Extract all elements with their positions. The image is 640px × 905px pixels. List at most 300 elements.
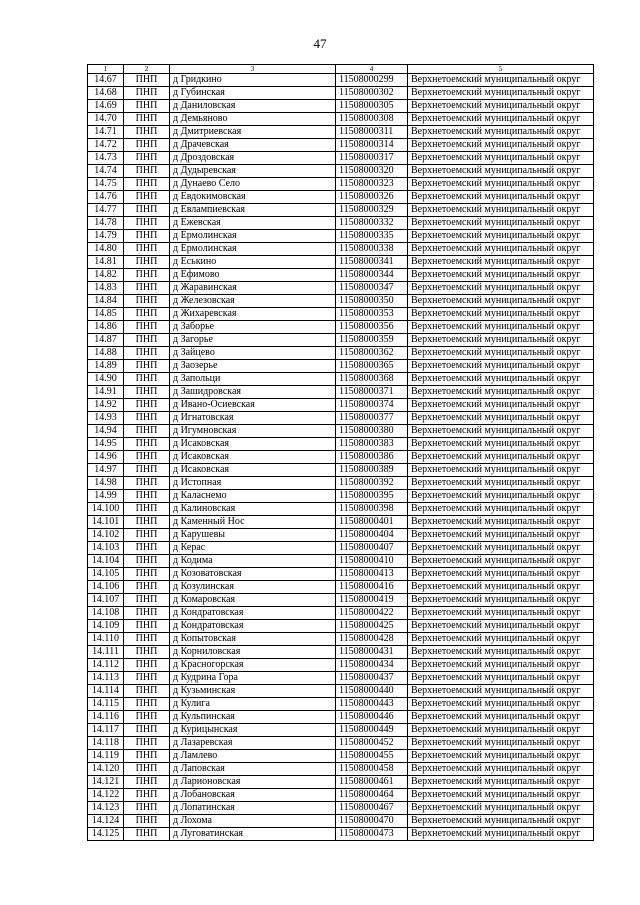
settlement-name-cell: д Кулига (170, 698, 336, 711)
settlement-type-cell: ПНП (124, 516, 170, 529)
oktmo-code-cell: 11508000368 (336, 373, 408, 386)
row-number-cell: 14.100 (88, 503, 124, 516)
row-number-cell: 14.95 (88, 438, 124, 451)
settlement-name-cell: д Ламлево (170, 750, 336, 763)
oktmo-code-cell: 11508000386 (336, 451, 408, 464)
oktmo-code-cell: 11508000455 (336, 750, 408, 763)
district-cell: Верхнетоемский муниципальный округ (408, 815, 594, 828)
oktmo-code-cell: 11508000473 (336, 828, 408, 841)
settlement-name-cell: д Исаковская (170, 438, 336, 451)
table-row (88, 347, 594, 360)
settlement-type-cell: ПНП (124, 581, 170, 594)
oktmo-code-cell: 11508000452 (336, 737, 408, 750)
district-cell: Верхнетоемский муниципальный округ (408, 620, 594, 633)
row-number-cell: 14.103 (88, 542, 124, 555)
table-row (88, 555, 594, 568)
settlement-name-cell: д Зашидровская (170, 386, 336, 399)
table-row (88, 269, 594, 282)
table-row (88, 646, 594, 659)
settlement-name-cell: д Кодима (170, 555, 336, 568)
row-number-cell: 14.97 (88, 464, 124, 477)
table-row (88, 685, 594, 698)
settlement-type-cell: ПНП (124, 178, 170, 191)
oktmo-code-cell: 11508000443 (336, 698, 408, 711)
district-cell: Верхнетоемский муниципальный округ (408, 607, 594, 620)
table-row (88, 464, 594, 477)
table-row (88, 386, 594, 399)
settlement-name-cell: д Игнатовская (170, 412, 336, 425)
district-cell: Верхнетоемский муниципальный округ (408, 178, 594, 191)
settlement-name-cell: д Истопная (170, 477, 336, 490)
oktmo-code-cell: 11508000302 (336, 87, 408, 100)
row-number-cell: 14.123 (88, 802, 124, 815)
district-cell: Верхнетоемский муниципальный округ (408, 490, 594, 503)
table-row (88, 711, 594, 724)
district-cell: Верхнетоемский муниципальный округ (408, 425, 594, 438)
settlement-name-cell: д Кузьминская (170, 685, 336, 698)
settlement-name-cell: д Дмитриевская (170, 126, 336, 139)
table-row (88, 321, 594, 334)
row-number-cell: 14.85 (88, 308, 124, 321)
table-row (88, 503, 594, 516)
row-number-cell: 14.120 (88, 763, 124, 776)
district-cell: Верхнетоемский муниципальный округ (408, 295, 594, 308)
settlement-type-cell: ПНП (124, 139, 170, 152)
row-number-cell: 14.83 (88, 282, 124, 295)
settlement-type-cell: ПНП (124, 87, 170, 100)
settlement-name-cell: д Губинская (170, 87, 336, 100)
table-row (88, 815, 594, 828)
oktmo-code-cell: 11508000365 (336, 360, 408, 373)
settlement-type-cell: ПНП (124, 815, 170, 828)
table-row (88, 243, 594, 256)
settlement-name-cell: д Евлампиевская (170, 204, 336, 217)
settlement-type-cell: ПНП (124, 373, 170, 386)
settlement-name-cell: д Луговатинская (170, 828, 336, 841)
district-cell: Верхнетоемский муниципальный округ (408, 555, 594, 568)
settlement-name-cell: д Керас (170, 542, 336, 555)
settlement-type-cell: ПНП (124, 152, 170, 165)
settlement-name-cell: д Ежевская (170, 217, 336, 230)
table-row (88, 529, 594, 542)
settlement-name-cell: д Ефимово (170, 269, 336, 282)
table-body (88, 74, 594, 841)
settlement-name-cell: д Демьяново (170, 113, 336, 126)
settlement-type-cell: ПНП (124, 503, 170, 516)
column-header: 4 (336, 65, 408, 74)
settlement-name-cell: д Каменный Нос (170, 516, 336, 529)
district-cell: Верхнетоемский муниципальный округ (408, 646, 594, 659)
settlement-type-cell: ПНП (124, 620, 170, 633)
district-cell: Верхнетоемский муниципальный округ (408, 100, 594, 113)
column-header: 5 (408, 65, 594, 74)
table-row (88, 126, 594, 139)
district-cell: Верхнетоемский муниципальный округ (408, 789, 594, 802)
row-number-cell: 14.86 (88, 321, 124, 334)
oktmo-code-cell: 11508000467 (336, 802, 408, 815)
district-cell: Верхнетоемский муниципальный округ (408, 763, 594, 776)
district-cell: Верхнетоемский муниципальный округ (408, 451, 594, 464)
settlement-type-cell: ПНП (124, 256, 170, 269)
district-cell: Верхнетоемский муниципальный округ (408, 74, 594, 87)
district-cell: Верхнетоемский муниципальный округ (408, 828, 594, 841)
row-number-cell: 14.93 (88, 412, 124, 425)
oktmo-code-cell: 11508000320 (336, 165, 408, 178)
settlement-name-cell: д Карушевы (170, 529, 336, 542)
table-row (88, 425, 594, 438)
settlement-type-cell: ПНП (124, 269, 170, 282)
oktmo-code-cell: 11508000356 (336, 321, 408, 334)
settlement-type-cell: ПНП (124, 438, 170, 451)
settlement-name-cell: д Комаровская (170, 594, 336, 607)
row-number-cell: 14.101 (88, 516, 124, 529)
district-cell: Верхнетоемский муниципальный округ (408, 165, 594, 178)
oktmo-code-cell: 11508000392 (336, 477, 408, 490)
oktmo-code-cell: 11508000461 (336, 776, 408, 789)
district-cell: Верхнетоемский муниципальный округ (408, 217, 594, 230)
oktmo-code-cell: 11508000299 (336, 74, 408, 87)
table-row (88, 399, 594, 412)
district-cell: Верхнетоемский муниципальный округ (408, 438, 594, 451)
settlement-name-cell: д Евдокимовская (170, 191, 336, 204)
table-row (88, 763, 594, 776)
settlement-name-cell: д Жаравинская (170, 282, 336, 295)
oktmo-code-cell: 11508000407 (336, 542, 408, 555)
table-row (88, 360, 594, 373)
oktmo-code-cell: 11508000422 (336, 607, 408, 620)
oktmo-code-cell: 11508000377 (336, 412, 408, 425)
oktmo-code-cell: 11508000431 (336, 646, 408, 659)
settlement-name-cell: д Драчевская (170, 139, 336, 152)
district-cell: Верхнетоемский муниципальный округ (408, 698, 594, 711)
table-row (88, 282, 594, 295)
row-number-cell: 14.71 (88, 126, 124, 139)
table-row (88, 178, 594, 191)
settlement-name-cell: д Каласнемо (170, 490, 336, 503)
district-cell: Верхнетоемский муниципальный округ (408, 724, 594, 737)
oktmo-code-cell: 11508000359 (336, 334, 408, 347)
district-cell: Верхнетоемский муниципальный округ (408, 672, 594, 685)
table-row (88, 516, 594, 529)
district-cell: Верхнетоемский муниципальный округ (408, 568, 594, 581)
settlement-type-cell: ПНП (124, 412, 170, 425)
settlement-name-cell: д Даниловская (170, 100, 336, 113)
settlement-name-cell: д Козоватовская (170, 568, 336, 581)
settlement-type-cell: ПНП (124, 204, 170, 217)
settlement-type-cell: ПНП (124, 711, 170, 724)
table-row (88, 789, 594, 802)
settlement-type-cell: ПНП (124, 282, 170, 295)
row-number-cell: 14.106 (88, 581, 124, 594)
district-cell: Верхнетоемский муниципальный округ (408, 659, 594, 672)
table-row (88, 191, 594, 204)
settlement-type-cell: ПНП (124, 776, 170, 789)
district-cell: Верхнетоемский муниципальный округ (408, 256, 594, 269)
row-number-cell: 14.116 (88, 711, 124, 724)
settlement-name-cell: д Заозерье (170, 360, 336, 373)
settlement-type-cell: ПНП (124, 685, 170, 698)
settlement-type-cell: ПНП (124, 113, 170, 126)
settlement-type-cell: ПНП (124, 360, 170, 373)
settlement-type-cell: ПНП (124, 542, 170, 555)
row-number-cell: 14.81 (88, 256, 124, 269)
row-number-cell: 14.79 (88, 230, 124, 243)
settlement-type-cell: ПНП (124, 243, 170, 256)
row-number-cell: 14.69 (88, 100, 124, 113)
row-number-cell: 14.77 (88, 204, 124, 217)
district-cell: Верхнетоемский муниципальный округ (408, 594, 594, 607)
row-number-cell: 14.115 (88, 698, 124, 711)
oktmo-code-cell: 11508000404 (336, 529, 408, 542)
settlement-name-cell: д Дудыревская (170, 165, 336, 178)
table-row (88, 308, 594, 321)
settlement-type-cell: ПНП (124, 568, 170, 581)
settlement-name-cell: д Гридкино (170, 74, 336, 87)
oktmo-code-cell: 11508000308 (336, 113, 408, 126)
row-number-cell: 14.125 (88, 828, 124, 841)
table-row (88, 568, 594, 581)
settlement-type-cell: ПНП (124, 425, 170, 438)
table-row (88, 672, 594, 685)
settlement-name-cell: д Загорье (170, 334, 336, 347)
district-cell: Верхнетоемский муниципальный округ (408, 152, 594, 165)
row-number-cell: 14.88 (88, 347, 124, 360)
oktmo-code-cell: 11508000449 (336, 724, 408, 737)
oktmo-code-cell: 11508000326 (336, 191, 408, 204)
oktmo-code-cell: 11508000419 (336, 594, 408, 607)
district-cell: Верхнетоемский муниципальный округ (408, 139, 594, 152)
settlement-name-cell: д Дроздовская (170, 152, 336, 165)
row-number-cell: 14.74 (88, 165, 124, 178)
settlement-type-cell: ПНП (124, 100, 170, 113)
oktmo-code-cell: 11508000416 (336, 581, 408, 594)
table-row (88, 750, 594, 763)
district-cell: Верхнетоемский муниципальный округ (408, 542, 594, 555)
row-number-cell: 14.87 (88, 334, 124, 347)
district-cell: Верхнетоемский муниципальный округ (408, 113, 594, 126)
district-cell: Верхнетоемский муниципальный округ (408, 711, 594, 724)
table-row (88, 113, 594, 126)
row-number-cell: 14.68 (88, 87, 124, 100)
settlement-name-cell: д Ермолинская (170, 230, 336, 243)
district-cell: Верхнетоемский муниципальный округ (408, 685, 594, 698)
settlement-type-cell: ПНП (124, 529, 170, 542)
row-number-cell: 14.114 (88, 685, 124, 698)
oktmo-code-cell: 11508000434 (336, 659, 408, 672)
settlement-type-cell: ПНП (124, 633, 170, 646)
settlement-type-cell: ПНП (124, 347, 170, 360)
row-number-cell: 14.92 (88, 399, 124, 412)
settlement-type-cell: ПНП (124, 126, 170, 139)
oktmo-code-cell: 11508000425 (336, 620, 408, 633)
oktmo-code-cell: 11508000305 (336, 100, 408, 113)
row-number-cell: 14.112 (88, 659, 124, 672)
row-number-cell: 14.72 (88, 139, 124, 152)
table-row (88, 74, 594, 87)
settlement-type-cell: ПНП (124, 763, 170, 776)
district-cell: Верхнетоемский муниципальный округ (408, 529, 594, 542)
table-row (88, 477, 594, 490)
district-cell: Верхнетоемский муниципальный округ (408, 633, 594, 646)
settlement-name-cell: д Игумновская (170, 425, 336, 438)
settlement-type-cell: ПНП (124, 737, 170, 750)
settlement-type-cell: ПНП (124, 74, 170, 87)
table-row (88, 438, 594, 451)
table-row (88, 724, 594, 737)
oktmo-code-cell: 11508000329 (336, 204, 408, 217)
district-cell: Верхнетоемский муниципальный округ (408, 204, 594, 217)
settlement-type-cell: ПНП (124, 464, 170, 477)
row-number-cell: 14.70 (88, 113, 124, 126)
table-row (88, 204, 594, 217)
district-cell: Верхнетоемский муниципальный округ (408, 347, 594, 360)
settlement-name-cell: д Ермолинская (170, 243, 336, 256)
oktmo-code-cell: 11508000335 (336, 230, 408, 243)
district-cell: Верхнетоемский муниципальный округ (408, 412, 594, 425)
settlement-type-cell: ПНП (124, 321, 170, 334)
district-cell: Верхнетоемский муниципальный округ (408, 477, 594, 490)
row-number-cell: 14.107 (88, 594, 124, 607)
settlement-type-cell: ПНП (124, 308, 170, 321)
oktmo-code-cell: 11508000362 (336, 347, 408, 360)
row-number-cell: 14.90 (88, 373, 124, 386)
table-row (88, 607, 594, 620)
row-number-cell: 14.82 (88, 269, 124, 282)
table-row (88, 828, 594, 841)
settlement-table (87, 64, 594, 841)
table-row (88, 100, 594, 113)
column-header: 1 (88, 65, 124, 74)
settlement-type-cell: ПНП (124, 594, 170, 607)
settlement-type-cell: ПНП (124, 490, 170, 503)
settlement-name-cell: д Кондратовская (170, 620, 336, 633)
district-cell: Верхнетоемский муниципальный округ (408, 464, 594, 477)
oktmo-code-cell: 11508000338 (336, 243, 408, 256)
settlement-name-cell: д Жихаревская (170, 308, 336, 321)
column-number-row (88, 65, 594, 74)
table-row (88, 295, 594, 308)
district-cell: Верхнетоемский муниципальный округ (408, 308, 594, 321)
oktmo-code-cell: 11508000332 (336, 217, 408, 230)
settlement-name-cell: д Заборье (170, 321, 336, 334)
settlement-name-cell: д Ларионовская (170, 776, 336, 789)
oktmo-code-cell: 11508000410 (336, 555, 408, 568)
table-row (88, 334, 594, 347)
district-cell: Верхнетоемский муниципальный округ (408, 87, 594, 100)
district-cell: Верхнетоемский муниципальный округ (408, 386, 594, 399)
settlement-type-cell: ПНП (124, 191, 170, 204)
oktmo-code-cell: 11508000383 (336, 438, 408, 451)
row-number-cell: 14.109 (88, 620, 124, 633)
row-number-cell: 14.78 (88, 217, 124, 230)
table-row (88, 87, 594, 100)
oktmo-code-cell: 11508000440 (336, 685, 408, 698)
oktmo-code-cell: 11508000314 (336, 139, 408, 152)
table-row (88, 633, 594, 646)
settlement-type-cell: ПНП (124, 789, 170, 802)
oktmo-code-cell: 11508000401 (336, 516, 408, 529)
settlement-name-cell: д Лобановская (170, 789, 336, 802)
settlement-type-cell: ПНП (124, 477, 170, 490)
settlement-name-cell: д Железовская (170, 295, 336, 308)
settlement-name-cell: д Ивано-Осиевская (170, 399, 336, 412)
settlement-name-cell: д Корниловская (170, 646, 336, 659)
settlement-name-cell: д Красногорская (170, 659, 336, 672)
settlement-type-cell: ПНП (124, 607, 170, 620)
settlement-name-cell: д Лазаревская (170, 737, 336, 750)
oktmo-code-cell: 11508000311 (336, 126, 408, 139)
district-cell: Верхнетоемский муниципальный округ (408, 321, 594, 334)
settlement-type-cell: ПНП (124, 451, 170, 464)
district-cell: Верхнетоемский муниципальный округ (408, 399, 594, 412)
table-row (88, 152, 594, 165)
settlement-type-cell: ПНП (124, 646, 170, 659)
settlement-name-cell: д Исаковская (170, 464, 336, 477)
table-row (88, 230, 594, 243)
column-header: 2 (124, 65, 170, 74)
row-number-cell: 14.73 (88, 152, 124, 165)
table-row (88, 490, 594, 503)
table-row (88, 165, 594, 178)
district-cell: Верхнетоемский муниципальный округ (408, 516, 594, 529)
settlement-name-cell: д Еськино (170, 256, 336, 269)
settlement-name-cell: д Зайцево (170, 347, 336, 360)
row-number-cell: 14.118 (88, 737, 124, 750)
row-number-cell: 14.98 (88, 477, 124, 490)
settlement-type-cell: ПНП (124, 334, 170, 347)
oktmo-code-cell: 11508000323 (336, 178, 408, 191)
table-row (88, 776, 594, 789)
row-number-cell: 14.91 (88, 386, 124, 399)
table-row (88, 139, 594, 152)
settlement-type-cell: ПНП (124, 217, 170, 230)
settlement-type-cell: ПНП (124, 659, 170, 672)
district-cell: Верхнетоемский муниципальный округ (408, 581, 594, 594)
settlement-name-cell: д Лохома (170, 815, 336, 828)
oktmo-code-cell: 11508000380 (336, 425, 408, 438)
oktmo-code-cell: 11508000350 (336, 295, 408, 308)
settlement-name-cell: д Козулинская (170, 581, 336, 594)
oktmo-code-cell: 11508000395 (336, 490, 408, 503)
row-number-cell: 14.108 (88, 607, 124, 620)
district-cell: Верхнетоемский муниципальный округ (408, 373, 594, 386)
row-number-cell: 14.110 (88, 633, 124, 646)
row-number-cell: 14.102 (88, 529, 124, 542)
row-number-cell: 14.105 (88, 568, 124, 581)
district-cell: Верхнетоемский муниципальный округ (408, 737, 594, 750)
table-row (88, 698, 594, 711)
row-number-cell: 14.75 (88, 178, 124, 191)
row-number-cell: 14.80 (88, 243, 124, 256)
district-cell: Верхнетоемский муниципальный округ (408, 802, 594, 815)
settlement-name-cell: д Кульпинская (170, 711, 336, 724)
settlement-name-cell: д Запольци (170, 373, 336, 386)
district-cell: Верхнетоемский муниципальный округ (408, 243, 594, 256)
table-row (88, 737, 594, 750)
row-number-cell: 14.76 (88, 191, 124, 204)
row-number-cell: 14.96 (88, 451, 124, 464)
table-row (88, 620, 594, 633)
settlement-name-cell: д Лопатинская (170, 802, 336, 815)
row-number-cell: 14.67 (88, 74, 124, 87)
settlement-type-cell: ПНП (124, 386, 170, 399)
district-cell: Верхнетоемский муниципальный округ (408, 503, 594, 516)
page-number: 47 (313, 36, 327, 51)
row-number-cell: 14.84 (88, 295, 124, 308)
settlement-type-cell: ПНП (124, 165, 170, 178)
district-cell: Верхнетоемский муниципальный округ (408, 360, 594, 373)
table-row (88, 659, 594, 672)
